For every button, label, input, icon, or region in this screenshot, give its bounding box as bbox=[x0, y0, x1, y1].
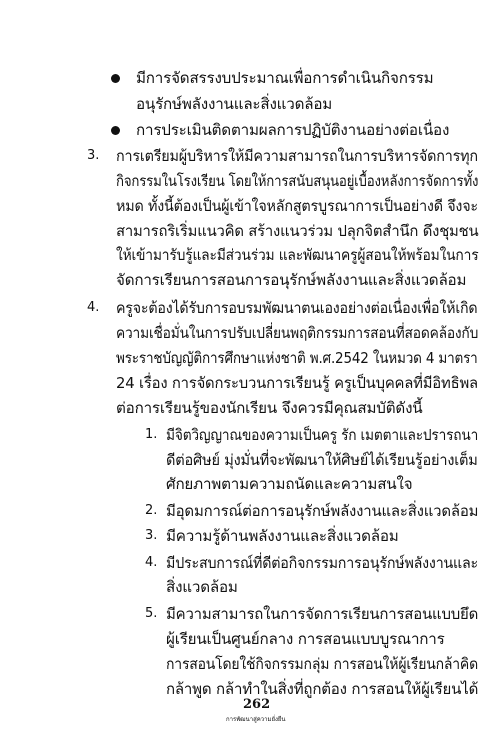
item-4-line-4: 24 เรื่อง การจัดกระบวนการเรียนรู้ ครูเป็นบุคคลที่มีอิทธิพล bbox=[116, 374, 478, 392]
bullet-dot bbox=[111, 126, 120, 135]
page-number: 262 bbox=[243, 697, 271, 712]
item-4-number: 4. bbox=[87, 300, 100, 315]
subitem-5-line-1: มีความสามารถในการจัดการเรียนการสอนแบบยึด bbox=[166, 605, 479, 623]
subitem-1-line-2: ดีต่อศิษย์ มุ่งมั่นที่จะพัฒนาให้ศิษย์ได้เรียนรู้อย่างเต็ม bbox=[166, 451, 478, 469]
item-4-line-2: ความเชื่อมั่นในการปรับเปลี่ยนพฤติกรรมการสอนที่สอดคล้องกับ bbox=[116, 324, 479, 342]
subitem-5-line-4: กล้าพูด กล้าทำในสิ่งที่ถูกต้อง การสอนให้ผู้เรียนได้ bbox=[166, 680, 479, 698]
subitem-5-line-2: ผู้เรียนเป็นศูนย์กลาง การสอนแบบบูรณาการ bbox=[166, 630, 445, 648]
subitem-3-line-1: มีความรู้ด้านพลังงานและสิ่งแวดล้อม bbox=[166, 527, 399, 545]
bullet-1-line-1: มีการจัดสรรงบประมาณเพื่อการดำเนินกิจกรรม bbox=[136, 69, 434, 87]
bullet-dot bbox=[111, 74, 120, 83]
item-4-line-1: ครูจะต้องได้รับการอบรมพัฒนาตนเองอย่างต่อเนื่องเพื่อให้เกิด bbox=[116, 299, 478, 317]
subitem-1-line-1: มีจิตวิญญาณของความเป็นครู รัก เมตตาและปรารถนา bbox=[166, 426, 479, 444]
subitem-2-number: 2. bbox=[145, 503, 158, 518]
item-3-number: 3. bbox=[87, 148, 100, 163]
subitem-1-line-3: ศักยภาพตามความถนัดและความสนใจ bbox=[166, 475, 413, 493]
item-4-line-5: ต่อการเรียนรู้ของนักเรียน จึงควรมีคุณสมบัติดังนี้ bbox=[116, 399, 423, 417]
item-3-line-1: การเตรียมผู้บริหารให้มีความสามารถในการบริหารจัดการทุก bbox=[116, 147, 478, 165]
bullet-1-line-2: อนุรักษ์พลังงานและสิ่งแวดล้อม bbox=[136, 95, 333, 113]
item-3-line-6: จัดการเรียนการสอนการอนุรักษ์พลังงานและสิ่งแวดล้อม bbox=[116, 271, 467, 289]
subitem-5-number: 5. bbox=[145, 606, 158, 621]
subitem-4-line-2: สิ่งแวดล้อม bbox=[166, 578, 238, 596]
item-3-line-4: สามารถริเริ่มแนวคิด สร้างแนวร่วม ปลุกจิตสำนึก ดึงชุมชน bbox=[116, 222, 479, 240]
subitem-4-line-1: มีประสบการณ์ที่ดีต่อกิจกรรมการอนุรักษ์พลังงานและ bbox=[166, 554, 479, 572]
item-3-line-3: หมด ทั้งนี้ต้องเป็นผู้เข้าใจหลักสูตรบูรณาการเป็นอย่างดี จึงจะ bbox=[116, 197, 478, 215]
subitem-2-line-1: มีอุดมการณ์ต่อการอนุรักษ์พลังงานและสิ่งแวดล้อม bbox=[166, 502, 479, 520]
subitem-3-number: 3. bbox=[145, 528, 158, 543]
bullet-2-line-1: การประเมินติดตามผลการปฏิบัติงานอย่างต่อเนื่อง bbox=[136, 121, 450, 139]
footer-caption: การพัฒนาสู่ความยั่งยืน bbox=[226, 716, 286, 723]
item-3-line-2: กิจกรรมในโรงเรียน โดยให้การสนับสนุนอยู่เบื้องหลังการจัดการทั้ง bbox=[116, 172, 479, 190]
subitem-5-line-3: การสอนโดยใช้กิจกรรมกลุ่ม การสอนให้ผู้เรียนกล้าคิด bbox=[166, 655, 478, 673]
item-3-line-5: ให้เข้ามารับรู้และมีส่วนร่วม และพัฒนาครูผู้สอนให้พร้อมในการ bbox=[116, 246, 479, 264]
subitem-4-number: 4. bbox=[145, 555, 158, 570]
item-4-line-3: พระราชบัญญัติการศึกษาแห่งชาติ พ.ศ.2542 ในหมวด 4 มาตรา bbox=[116, 349, 478, 367]
subitem-1-number: 1. bbox=[145, 427, 158, 442]
